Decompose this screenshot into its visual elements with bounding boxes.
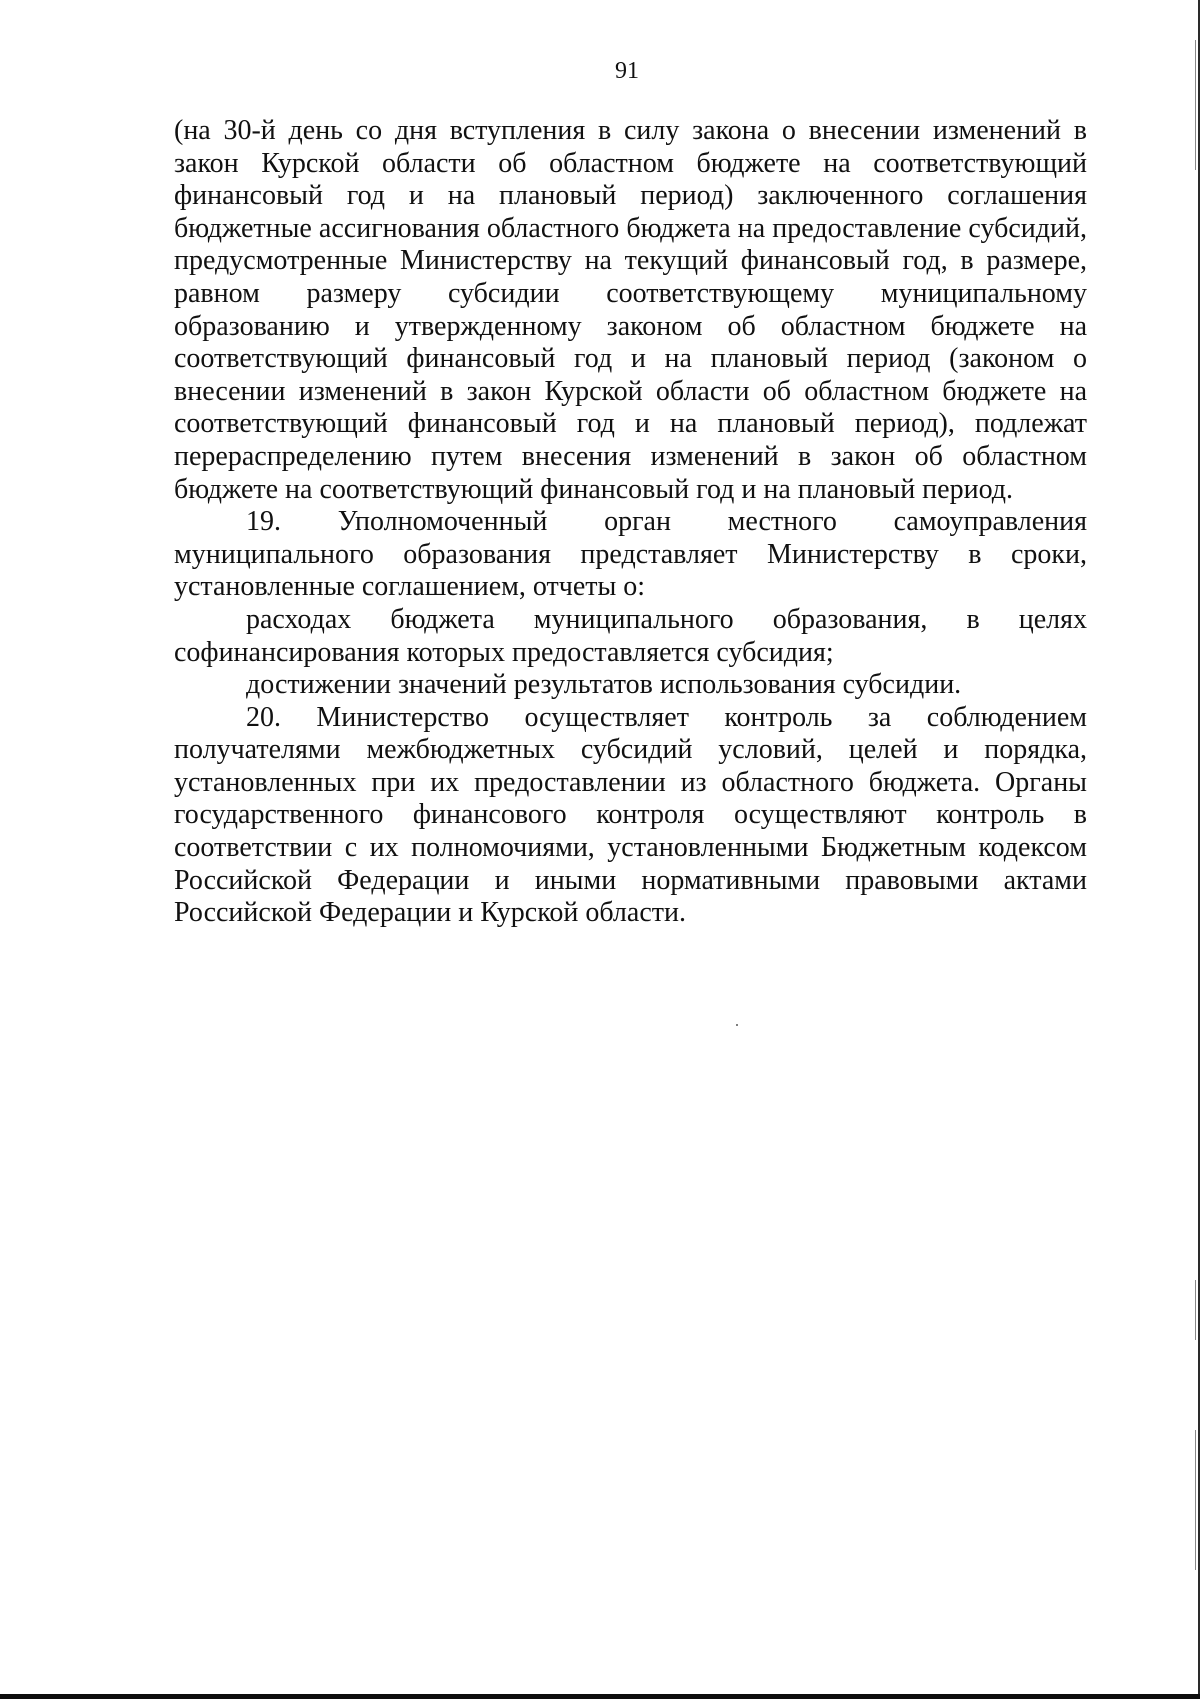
scan-edge-mark — [1195, 1430, 1196, 1570]
scan-speck — [736, 1024, 738, 1026]
paragraph-report-expenses: расходах бюджета муниципального образования, в целях софинансирования которых предоставляется субсидия; — [174, 603, 1087, 668]
document-body — [174, 115, 1087, 930]
page-number: 91 — [615, 58, 639, 84]
paragraph-item-20: 20. Министерство осуществляет контроль за соблюдением получателями межбюджетных субсидий условий, целей и порядка, установленных при их предоставлении из областного бюджета. Органы государственного финансового контроля осуществляют контроль в соответствии с их полномочиями, установленными Бюджетным кодексом Российской Федерации и иными нормативными правовыми актами Российской Федерации и Курской области. — [174, 701, 1087, 929]
scan-edge-mark — [1195, 40, 1196, 170]
scan-border-bottom — [0, 1694, 1200, 1699]
paragraph-continuation: (на 30-й день со дня вступления в силу закона о внесении изменений в закон Курской области об областном бюджете на соответствующий финансовый год и на плановый период) заключенного соглашения бюджетные ассигнования областного бюджета на предоставление субсидий, предусмотренные Министерству на текущий финансовый год, в размере, равном размеру субсидии соответствующему муниципальному образованию и утвержденному законом об областном бюджете на соответствующий финансовый год и на плановый период (законом о внесении изменений в закон Курской области об областном бюджете на соответствующий финансовый год и на плановый период), подлежат перераспределению путем внесения изменений в закон об областном бюджете на соответствующий финансовый год и на плановый период. — [174, 115, 1087, 505]
paragraph-report-results: достижении значений результатов использования субсидии. — [246, 669, 962, 701]
paragraph-item-19: 19. Уполномоченный орган местного самоуправления муниципального образования представляет Министерству в сроки, установленные соглашением, отчеты о: — [174, 506, 1087, 603]
scan-edge-mark — [1195, 1280, 1196, 1340]
